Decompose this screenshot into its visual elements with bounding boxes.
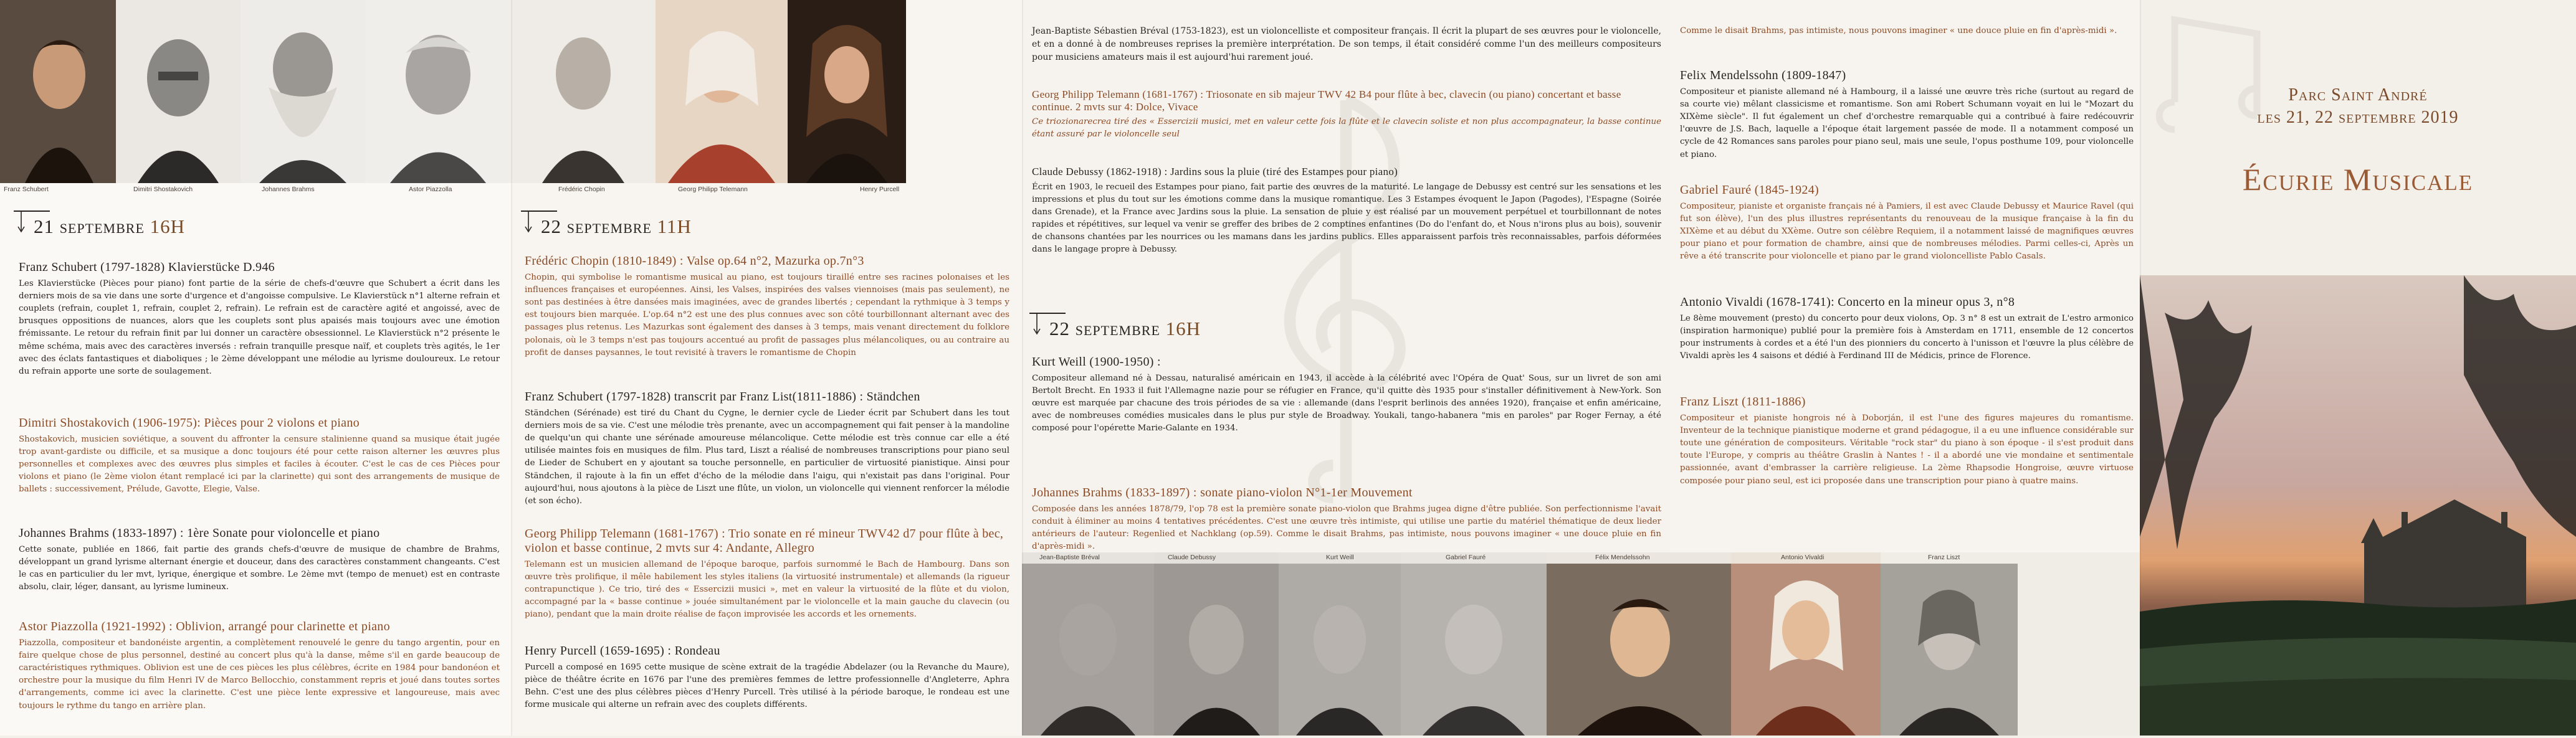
piece-text: Cette sonate, publiée en 1866, fait partie des grands chefs-d'œuvre de musique de chambre de Brahms, développant un grand lyrisme alternant énergie et douceur, dans des caractères constamment changeants. C'est le cas en particulier du ler mvt, lyrique, énergique et sombre. Le 2ème mvt (tempo de menuet) est en contraste absolu, clair, léger, dansant, au lyrisme lumineux. — [19, 545, 500, 592]
piece-text: Le 8ème mouvement (presto) du concerto pour deux violons, Op. 3 n° 8 est un extrait de L'estro armonico (inspiration harmonique) publié pour la première fois à Amsterdam en 1711, ensemble de 12 concertos pour instruments à cordes et a été l'un des pionniers du concerto à l'unisson et l'œuvre la plus célèbre de Vivaldi après les 4 saisons et dédié à Ferdinand III de Médicis, prince de Florence. — [1680, 314, 2134, 361]
piece-text: Compositeur, pianiste et organiste français né à Pamiers, il est avec Claude Debussy et Maurice Ravel (qui fut son élève), l'un des plus illustres représentants du renouveau de la musique française à la fin du XIXème et au début du XXème. Outre son célèbre Requiem, il a notamment laissé de magnifiques œuvres pour piano et pour formation de chambre, ainsi que de nombreuses mélodies. Parmi celles-ci, Après un rêve a été transcrite pour violoncelle et piano par le grand violoncelliste Pablo Casals. — [1680, 202, 2134, 262]
weill-portrait-image — [1279, 552, 1401, 736]
panel-2 — [511, 0, 1022, 736]
portrait-vivaldi — [1731, 552, 1881, 736]
date-text: 22 septembre — [541, 215, 652, 237]
liszt-portrait-image — [1881, 552, 2140, 736]
piece-text: Jean-Baptiste Sébastien Bréval (1753-1823), est un violoncelliste et compositeur français. Il écrit la plupart de ses œuvres pour le violoncelle, et en a donné à de nombreuses reprises la première interprétation. De son temps, il était considéré comme l'un des meilleurs compositeurs pour musiciens amateurs mais il est aujourd'hui rarement joué. — [1032, 26, 1661, 62]
piece-liszt — [1680, 395, 2134, 488]
piece-title: Franz Schubert (1797-1828) transcrit par Franz List(1811-1886) : Ständchen — [525, 390, 920, 404]
piece-title: Gabriel Fauré (1845-1924) — [1680, 183, 1819, 197]
piece-text: Telemann est un musicien allemand de l'époque baroque, parfois surnommé le Bach de Hambourg. Dans son œuvre très prolifique, il mêle habilement les styles italiens (la virtuosité instrumentale) et allemands (la rigueur contrapunctique ). Ce trio, tiré des « Essercizii musici », met en valeur la virtuosité de la flûte et du violon, accompagné par la « basse continue » jouée simultanément par le violoncelle et la main gauche du clavecin (ou piano), pendant que la main droite réalise de façon improvisée les accords et les ornements. — [525, 560, 1009, 620]
piece-schubert — [19, 260, 500, 378]
piece-text: Chopin, qui symbolise le romantisme musical au piano, est toujours tiraillé entre ses racines polonaises et les influences françaises et européennes. Ainsi, les Valses, inspirées des valses viennoises (mais pas seulement), ne sont pas destinées à être dansées mais imaginées, avec de grandes libertés ; cependant la rythmique à 3 temps y est toujours bien marquée. L'op.64 n°2 est une des plus connues avec son côté tourbillonnant alternant avec des passages plus retenus. Les Mazurkas sont également des danses à 3 temps, mais venant directement du folklore polonais, où le 3 temps n'est pas toujours accentué au profit de passages plus mélancoliques, ou au contraire au profit de danses paysannes, le tout revisité à travers le romantisme de Chopin — [525, 273, 1009, 357]
portrait-chopin — [511, 0, 656, 183]
piece-text: Shostakovich, musicien soviétique, a souvent du affronter la censure stalinienne quand sa musique était jugée trop avant-gardiste ou difficile, et sa musique a donc toujours été pour cette raison alterner les œuvres plus personnelles et complexes avec des œuvres plus simples et faciles à écouter. C'est le cas de ces Pièces pour violons et piano (le 2ème violon étant remplacé ici par la clarinette) qui sont des arrangements de musique de ballets : successivement, Prélude, Gavotte, Elegie, Valse. — [19, 435, 500, 494]
piece-text: Compositeur et pianiste allemand né à Hambourg, il a laissé une œuvre très riche (surtout au regard de sa courte vie) mêlant classicisme et romantisme. Son ami Robert Schumann voyait en lui le "Mozart du XIXème siècle". Il fut également un chef d'orchestre remarquable qui a contribué à faire redécouvrir l'œuvre de J.S. Bach, laquelle a l'époque était largement passée de mode. Il a notamment composé un cycle de 42 Romances sans paroles pour piano seul, mais une seule, l'opus posthume 109, pour violoncelle et piano. — [1680, 87, 2134, 159]
date-label — [541, 215, 692, 238]
caption-liszt: Franz Liszt — [1928, 554, 1960, 561]
caption-debussy: Claude Debussy — [1168, 554, 1216, 561]
caption-purcell: Henry Purcell — [860, 186, 900, 193]
piece-telemann-1 — [525, 527, 1009, 622]
piece-debussy — [1032, 166, 1661, 256]
date-block-22-16h — [1029, 313, 1659, 343]
caption-chopin: Frédéric Chopin — [558, 186, 605, 193]
portrait-breval — [1022, 552, 1154, 736]
piece-title: Frédéric Chopin (1810-1849) : Valse op.64 n°2, Mazurka op.7n°3 — [525, 254, 864, 268]
piece-faure — [1680, 183, 2134, 263]
arrow-down-icon — [525, 211, 538, 234]
piece-piazzolla — [19, 620, 500, 712]
date-time: 11H — [657, 215, 692, 237]
piece-brahms-cello — [19, 526, 500, 594]
caption-brahms: Johannes Brahms — [262, 186, 315, 193]
venue-name: Parc Saint André — [2288, 85, 2428, 105]
portrait-purcell — [788, 0, 906, 183]
mendelssohn-portrait-image — [1547, 552, 1731, 736]
piece-title: Georg Philipp Telemann (1681-1767) : Trio sonate en ré mineur TWV42 d7 pour flûte à bec, violon et basse continue, 2 mvts sur 4: Andante, Allegro — [525, 527, 1004, 555]
fold-line — [1022, 0, 1023, 736]
piece-telemann-2 — [1032, 88, 1661, 141]
top-portrait-row — [0, 0, 511, 183]
purcell-portrait-image — [788, 0, 906, 183]
brahms-portrait-image — [241, 0, 365, 183]
piece-title: Dimitri Shostakovich (1906-1975): Pièces pour 2 violons et piano — [19, 416, 360, 430]
date-block-22-11h — [521, 211, 1007, 240]
castle-sunset-photo — [2140, 275, 2576, 736]
shostakovich-portrait-image — [116, 0, 241, 183]
panel-5-cover — [2140, 0, 2576, 736]
date-label — [1049, 318, 1201, 340]
piece-text: Piazzolla, compositeur et bandonéiste argentin, a complètement renouvelé le genre du tango argentin, pour en faire quelque chose de plus personnel, destiné au concert plus qu'à la danse, même s'il en garde beaucoup de caractéristiques rythmiques. Oblivion est une de ces pièces les plus célèbres, écrite en 1984 pour bandonéon et orchestre pour la musique du film Henri IV de Marco Bellocchio, constamment repris et joué dans toutes sortes d'arrangements, comme ici avec la clarinette. C'est une pièce lente expressive et langoureuse, mais avec toujours le rythme du tango en arrière plan. — [19, 638, 500, 711]
date-text: 21 septembre — [34, 215, 145, 237]
date-time: 16H — [150, 215, 186, 237]
treble-clef-watermark-icon — [1215, 75, 1477, 523]
date-time: 16H — [1165, 318, 1201, 339]
piece-weill — [1032, 355, 1661, 435]
caption-piazzolla: Astor Piazzolla — [409, 186, 452, 193]
piece-title: Franz Schubert (1797-1828) Klavierstücke D.946 — [19, 260, 275, 274]
caption-mendelssohn: Félix Mendelssohn — [1595, 554, 1650, 561]
portrait-mendelssohn — [1547, 552, 1731, 736]
portrait-brahms — [241, 0, 365, 183]
portrait-piazzolla — [365, 0, 511, 183]
piece-schubert-liszt — [525, 390, 1009, 508]
breval-portrait-image — [1022, 552, 1154, 736]
piece-title: Henry Purcell (1659-1695) : Rondeau — [525, 644, 720, 658]
piece-text: Écrit en 1903, le recueil des Estampes pour piano, fait partie des œuvres de la maturité. Le langage de Debussy est centré sur les sensations et les impressions et plus du tout sur les émotions comme dans la musique romantique. Les 3 Estampes évoquent le Japon (Pagodes), l'Espagne (Soirée dans Grenade), et la France avec Jardins sous la pluie. La sensation de pluie y est réalisé par un mouvement perpétuel et tourbillonnant de notes rapides et répétitives, sur lequel va venir se greffer des bribes de 2 comptines enfantines (Do do l'enfant do, et Nous n'irons plus au bois), souvenir de chansons chantées par les nourrices ou les mamans dans les jardins publics. Elles apparaissent parfois très reconnaissables, parfois déformées dans le langage propre à Debussy. — [1032, 182, 1661, 255]
schubert-portrait-image — [0, 0, 116, 183]
portrait-debussy — [1154, 552, 1279, 736]
portrait-telemann — [656, 0, 788, 183]
fold-line — [2140, 0, 2141, 736]
portrait-filler — [906, 0, 1022, 183]
caption-telemann: Georg Philipp Telemann — [678, 186, 748, 193]
caption-shostakovich: Dimitri Shostakovich — [133, 186, 193, 193]
portrait-shostakovich — [116, 0, 241, 183]
portrait-faure — [1401, 552, 1547, 736]
faure-portrait-image — [1401, 552, 1547, 736]
piece-title: Franz Liszt (1811-1886) — [1680, 395, 1806, 409]
fold-line — [511, 0, 512, 736]
piece-brahms-violin — [1032, 486, 1661, 552]
piece-title: Astor Piazzolla (1921-1992) : Oblivion, arrangé pour clarinette et piano — [19, 620, 390, 633]
caption-vivaldi: Antonio Vivaldi — [1781, 554, 1825, 561]
piece-title: Kurt Weill (1900-1950) : — [1032, 355, 1161, 369]
piece-text: Comme le disait Brahms, pas intimiste, nous pouvons imaginer « une douce pluie en fin d'après-midi ». — [1680, 26, 2117, 35]
date-block-21-16h — [14, 211, 500, 240]
ensemble-name: Écurie Musicale — [2242, 161, 2474, 197]
chopin-portrait-image — [511, 0, 656, 183]
piece-title: Johannes Brahms (1833-1897) : sonate piano-violon N°1-1er Mouvement — [1032, 486, 1413, 499]
date-label — [34, 215, 185, 238]
date-text: 22 septembre — [1049, 318, 1160, 339]
bottom-portrait-row — [1022, 552, 2140, 736]
portrait-liszt — [1881, 552, 2140, 736]
piece-text: Ce triozionarecrea tiré des « Essercizii musici, met en valeur cette fois la flûte et le clavecin soliste et non plus accompagnateur, la basse continue étant assuré par le violoncelle seul — [1032, 117, 1661, 140]
piece-vivaldi — [1680, 295, 2134, 362]
caption-breval: Jean-Baptiste Bréval — [1039, 554, 1100, 561]
arrow-down-icon — [17, 211, 31, 234]
top-portrait-row — [511, 0, 1022, 183]
panel-1 — [0, 0, 511, 736]
piece-title: Johannes Brahms (1833-1897) : 1ère Sonate pour violoncelle et piano — [19, 526, 380, 540]
piece-text: Compositeur et pianiste hongrois né à Doborján, il est l'une des figures majeures du romantisme. Inventeur de la technique pianistique moderne et grand pédagogue, il a eu une influence considérable sur toute une génération de compositeurs. Véritable "rock star" du piano à son époque - il s'est produit dans toute l'Europe, y compris au théâtre Graslin à Nantes ! - il a abordé une vie mondaine et sentimentale passionnée, avant d'embrasser la carrière religieuse. La 2ème Rhapsodie Hongroise, œuvre virtuose composée pour piano seul, est ici proposée dans une transcription pour piano à quatre mains. — [1680, 414, 2134, 486]
caption-faure: Gabriel Fauré — [1446, 554, 1486, 561]
piece-text: Ständchen (Sérénade) est tiré du Chant du Cygne, le dernier cycle de Lieder écrit par Schubert dans les tout derniers mois de sa vie. C'est une mélodie très prenante, avec un accompagnement qui fait penser à la mandoline de quelqu'un qui chante une sérénade amoureuse mélancolique. Cette mélodie est très connue car elle a été utilisée maintes fois en musiques de film. Plus tard, Liszt a réalisé de nombreuses transcriptions pour piano seul de Lieder de Schubert en y ajoutant sa touche personnelle, en particulier de virtuosité pianistique. Ainsi pour Ständchen, il rajoute à la fin un effet d'écho de la mélodie dans l'aigu, qui n'existait pas dans l'original. Pour aujourd'hui, nous ajoutons à la pièce de Liszt une flûte, un violon, un violoncelle qui viennent renforcer la mélodie (et son écho). — [525, 409, 1009, 506]
piece-chopin — [525, 254, 1009, 359]
piece-text: Compositeur allemand né à Dessau, naturalisé américain en 1943, il accède à la célébrité avec l'Opéra de Quat' Sous, sur un livret de son ami Bertolt Brecht. En 1933 il fuit l'Allemagne nazie pour se réfugier en France, qu'il quitte dès 1935 pour s'installer définitivement à New-York. Son œuvre est marquée par chacune des trois périodes de sa vie : allemande (dans l'esprit berlinois des années 1920), française et enfin américaine, avec de nombreuses comédies musicales dans le plus pur style de Broadway. Youkali, tango-habanera "mis en paroles" par Roger Fernay, a été composé pour l'opérette Marie-Galante en 1934. — [1032, 374, 1661, 433]
event-dates: les 21, 22 septembre 2019 — [2257, 107, 2459, 127]
piece-text: Purcell a composé en 1695 cette musique de scène extrait de la tragédie Abdelazer (ou la Revanche du Maure), pièce de théâtre écrite en 1676 par l'une des premières femmes de lettre professionnelle d'Angleterre, Aphra Behn. C'est une des plus célèbres pièces d'Henry Purcell. Très utilisé à la période baroque, le rondeau est une forme musicale qui alterne un refrain avec des couplets différents. — [525, 663, 1009, 710]
piece-purcell — [525, 644, 1009, 711]
caption-schubert: Franz Schubert — [4, 186, 49, 193]
piece-text: Composée dans les années 1878/79, l'op 78 est la première sonate piano-violon que Brahms jugea digne d'être publiée. Son perfectionnisme l'avait conduit à éliminer au moins 4 tentatives précédentes. C'est une œuvre très intimiste, qui utilise une partie du matériel thématique de deux lieder antérieurs de l'auteur: Regenlied et Nachklang (op.59). Comme le disait Brahms, pas intimiste, nous pouvons imaginer « une douce pluie en fin d'après-midi ». — [1032, 504, 1661, 552]
piece-title: Antonio Vivaldi (1678-1741): Concerto en la mineur opus 3, n°8 — [1680, 295, 2015, 309]
piece-brahms-continued — [1680, 25, 2134, 37]
piece-text: Les Klavierstücke (Pièces pour piano) font partie de la série de chefs-d'œuvre que Schubert a écrit dans les derniers mois de sa vie dans une sorte d'urgence et d'angoisse compulsive. Le Klavierstück n°1 alterne refrain et couplets (refrain, couplet 1, refrain, couplet 2, refrain). Le refrain est de caractère agité et angoissé, avec de brusques oppositions de nuances, alors que les couplets sont plus apaisés mais toujours avec une émotion frémissante. Le retour du refrain finit par lui donner un caractère obsessionnel. Le Klavierstück n°2 présente le même schéma, mais avec des caractères inversés : refrain tranquille presque naïf, et couplets très agités, le 1er avec des éclats fantastiques et diaboliques ; le 2ème développant une mélodie au lyrisme douloureux. Le retour du refrain apporte une sorte de soulagement. — [19, 279, 500, 376]
piece-shostakovich — [19, 416, 500, 496]
portrait-schubert — [0, 0, 116, 183]
arrow-down-icon — [1033, 313, 1047, 336]
vivaldi-portrait-image — [1731, 552, 1881, 736]
telemann-portrait-image — [656, 0, 788, 183]
piece-title: Claude Debussy (1862-1918) : Jardins sous la pluie (tiré des Estampes pour piano) — [1032, 166, 1398, 177]
piazzolla-portrait-image — [365, 0, 511, 183]
caption-weill: Kurt Weill — [1326, 554, 1354, 561]
debussy-portrait-image — [1154, 552, 1279, 736]
piece-title: Georg Philipp Telemann (1681-1767) : Triosonate en sib majeur TWV 42 B4 pour flûte à bec, clavecin (ou piano) concertant et basse continue. 2 mvts sur 4: Dolce, Vivace — [1032, 88, 1621, 113]
portrait-weill — [1279, 552, 1401, 736]
piece-breval — [1032, 25, 1661, 64]
cover-title-block — [2140, 84, 2576, 197]
piece-mendelssohn — [1680, 69, 2134, 161]
piece-title: Felix Mendelssohn (1809-1847) — [1680, 69, 1846, 82]
